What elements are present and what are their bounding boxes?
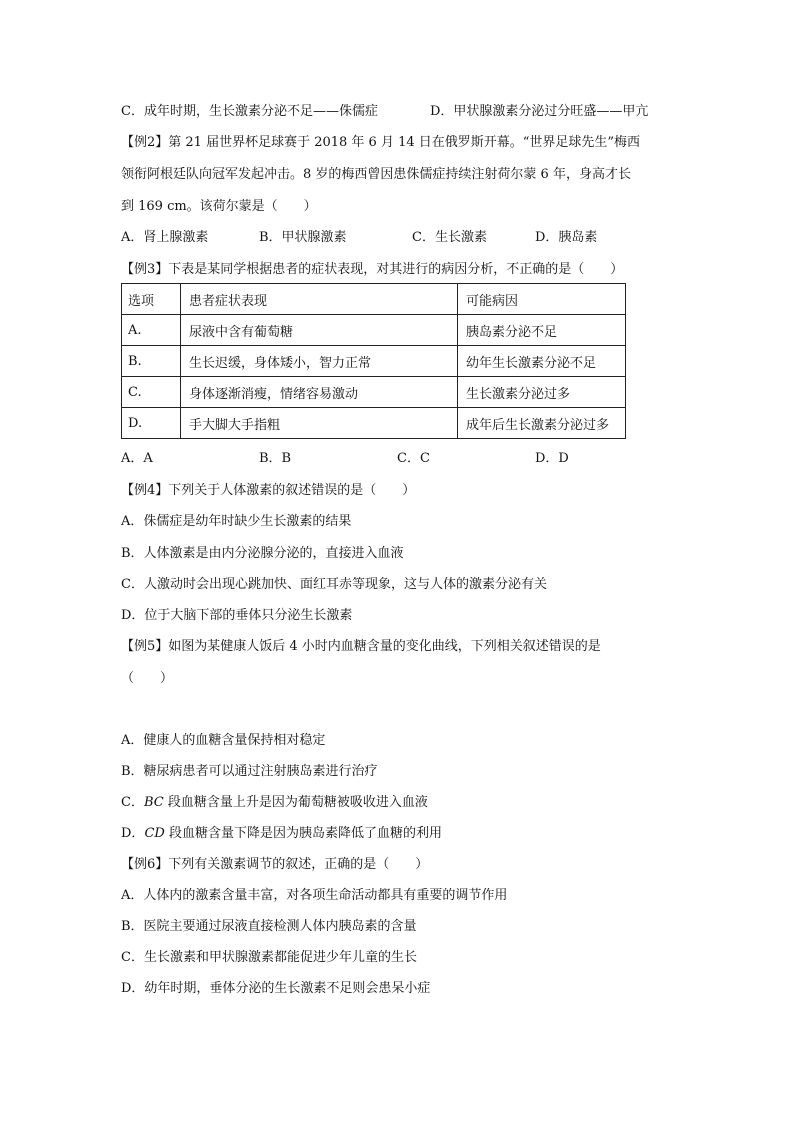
ex2-option-c: C．生长激素 (412, 230, 487, 245)
segment-label: CD (144, 826, 165, 841)
table-cell: 手大脚大手指粗 (181, 408, 458, 439)
table-row (122, 315, 626, 346)
ex2-option-a: A．肾上腺激素 (121, 230, 209, 245)
table-row (122, 408, 626, 439)
table-cell: 尿液中含有葡萄糖 (181, 315, 458, 346)
ex6-option-d: D．幼年时期，垂体分泌的生长激素不足则会患呆小症 (121, 981, 431, 996)
table-header-row (122, 284, 626, 315)
table-cell: 身体逐渐消瘦，情绪容易激动 (181, 377, 458, 408)
table-row (122, 377, 626, 408)
symptom-table (121, 283, 626, 439)
segment-label: BC (143, 795, 164, 810)
ex4-option-b: B．人体激素是由内分泌腺分泌的，直接进入血液 (121, 546, 404, 561)
ex5-option-b: B．糖尿病患者可以通过注射胰岛素进行治疗 (121, 764, 378, 779)
ex3-question: 【例3】下表是某同学根据患者的症状表现，对其进行的病因分析，不正确的是（ ） (121, 262, 624, 277)
table-cell: B. (122, 346, 181, 377)
table-cell: 成年后生长激素分泌过多 (458, 408, 626, 439)
table-cell: 胰岛素分泌不足 (458, 315, 626, 346)
ex5-option-a: A．健康人的血糖含量保持相对稳定 (121, 733, 326, 748)
table-cell: 生长激素分泌过多 (458, 377, 626, 408)
ex5-option-c (121, 794, 428, 812)
ex6-question: 【例6】下列有关激素调节的叙述，正确的是（ ） (121, 857, 429, 872)
table-header: 患者症状表现 (181, 284, 458, 315)
ex6-option-c: C．生长激素和甲状腺激素都能促进少年儿童的生长 (121, 950, 417, 965)
ex2-question-line2: 领衔阿根廷队向冠军发起冲击。8 岁的梅西曾因患侏儒症持续注射荷尔蒙 6 年，身高才长 (121, 167, 631, 182)
ex4-option-c: C．人激动时会出现心跳加快、面红耳赤等现象，这与人体的激素分泌有关 (121, 577, 547, 592)
ex2-question-line1: 【例2】第 21 届世界杯足球赛于 2018 年 6 月 14 日在俄罗斯开幕。“世界足球先生”梅西 (121, 135, 641, 150)
table-cell: A. (122, 315, 181, 346)
ex5-option-d (121, 825, 442, 843)
ex4-question: 【例4】下列关于人体激素的叙述错误的是（ ） (121, 483, 416, 498)
option-prefix: C． (121, 795, 144, 810)
table-row (122, 346, 626, 377)
ex2-question-line3: 到 169 cm。该荷尔蒙是（ ） (121, 199, 317, 214)
table-header: 选项 (122, 284, 181, 315)
ex2-options (121, 229, 681, 247)
ex4-option-a: A．侏儒症是幼年时缺少生长激素的结果 (121, 514, 352, 529)
table-header: 可能病因 (458, 284, 626, 315)
ex3-options (121, 450, 681, 468)
table-cell: 生长迟缓，身体矮小，智力正常 (181, 346, 458, 377)
ex3-option-b: B．B (259, 451, 292, 466)
table-cell: C. (122, 377, 181, 408)
ex5-question-line1: 【例5】如图为某健康人饭后 4 小时内血糖含量的变化曲线，下列相关叙述错误的是 (121, 639, 601, 654)
ex3-option-d: D．D (535, 451, 569, 466)
ex4-option-d: D．位于大脑下部的垂体只分泌生长激素 (121, 608, 353, 623)
ex6-option-b: B．医院主要通过尿液直接检测人体内胰岛素的含量 (121, 919, 417, 934)
option-prefix: D． (121, 826, 145, 841)
prev-option-d: D．甲状腺激素分泌过分旺盛——甲亢 (430, 104, 649, 119)
prev-option-c: C．成年时期，生长激素分泌不足——侏儒症 (121, 104, 378, 119)
table-cell: D. (122, 408, 181, 439)
option-text: 段血糖含量上升是因为葡萄糖被吸收进入血液 (163, 795, 428, 810)
ex5-question-line2: （ ） (121, 671, 174, 686)
ex3-option-c: C．C (397, 451, 430, 466)
option-text: 段血糖含量下降是因为胰岛素降低了血糖的利用 (164, 826, 442, 841)
ex2-option-b: B．甲状腺激素 (259, 230, 347, 245)
ex2-option-d: D．胰岛素 (535, 230, 598, 245)
ex6-option-a: A．人体内的激素含量丰富，对各项生命活动都具有重要的调节作用 (121, 888, 508, 903)
table-cell: 幼年生长激素分泌不足 (458, 346, 626, 377)
ex3-option-a: A．A (121, 451, 153, 466)
